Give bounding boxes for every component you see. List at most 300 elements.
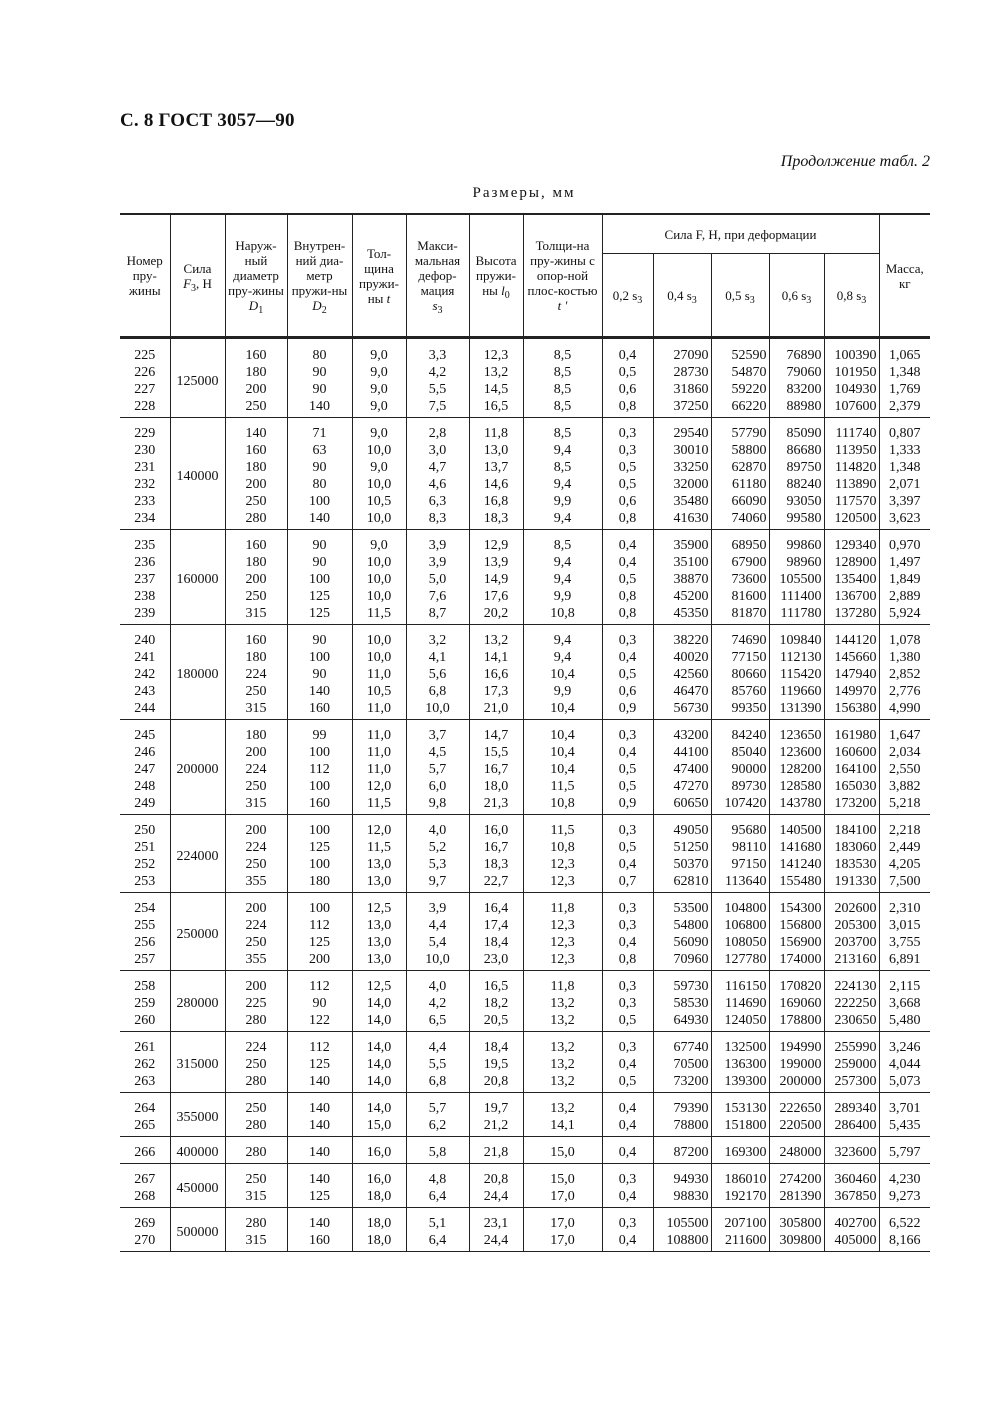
cell-number	[120, 1137, 170, 1164]
cell-value: 81600	[731, 589, 767, 604]
cell-value: 111780	[780, 606, 822, 621]
cell-value: 14,7	[483, 728, 509, 743]
cell-def-06	[769, 1093, 824, 1137]
cell-value: 0,5	[618, 460, 637, 475]
cell-value: 224130	[834, 979, 877, 994]
cell-value: 249	[134, 796, 156, 811]
cell-height	[469, 1208, 523, 1252]
cell-value: 120500	[834, 511, 877, 526]
cell-def-02	[602, 971, 653, 1032]
cell-value: 28730	[673, 365, 709, 380]
cell-value: 10,0	[366, 511, 392, 526]
col-header-number: Номер пру-жины	[120, 214, 170, 338]
cell-value: 73200	[673, 1074, 709, 1089]
cell-value: 30010	[673, 443, 709, 458]
cell-value: 125	[309, 840, 330, 855]
cell-force: 500000	[170, 1208, 225, 1252]
cell-value: 90	[312, 365, 327, 380]
cell-value: 250	[245, 1057, 267, 1072]
cell-def-08	[824, 815, 879, 893]
cell-number	[120, 971, 170, 1032]
cell-outer-diameter	[225, 338, 287, 418]
cell-value: 0,3	[618, 426, 637, 441]
cell-value: 149970	[834, 684, 877, 699]
cell-value: 267	[134, 1172, 156, 1187]
cell-value: 22,7	[483, 874, 509, 889]
cell-def-08	[824, 530, 879, 625]
cell-value: 224	[245, 667, 267, 682]
cell-value: 14,0	[366, 1013, 392, 1028]
cell-value: 9,9	[553, 494, 572, 509]
cell-def-06	[769, 1164, 824, 1208]
cell-mass	[879, 893, 930, 971]
cell-value: 315	[245, 796, 267, 811]
cell-value: 192170	[724, 1189, 767, 1204]
cell-value: 9,0	[370, 348, 388, 363]
cell-value: 160600	[834, 745, 877, 760]
cell-value: 260	[134, 1013, 156, 1028]
cell-value: 145660	[834, 650, 877, 665]
cell-value: 170820	[779, 979, 822, 994]
cell-value: 1,065	[889, 348, 921, 363]
cell-value: 12,9	[483, 538, 509, 553]
cell-value: 200000	[779, 1074, 822, 1089]
cell-value: 5,073	[889, 1074, 921, 1089]
cell-value: 114820	[835, 460, 877, 475]
cell-value: 3,0	[428, 443, 447, 458]
cell-def-08	[824, 1137, 879, 1164]
cell-value: 32000	[673, 477, 709, 492]
cell-value: 98110	[732, 840, 767, 855]
cell-value: 13,0	[366, 935, 392, 950]
cell-value: 54870	[731, 365, 767, 380]
cell-support-thickness	[523, 418, 602, 530]
cell-value: 160	[309, 701, 330, 716]
cell-value: 59730	[673, 979, 709, 994]
cell-value: 78800	[673, 1118, 709, 1133]
cell-value: 225	[134, 348, 156, 363]
cell-thickness	[352, 893, 406, 971]
cell-value: 107600	[834, 399, 877, 414]
cell-value: 5,6	[428, 667, 447, 682]
cell-value: 255	[134, 918, 156, 933]
cell-value: 80	[312, 477, 327, 492]
cell-value: 230650	[834, 1013, 877, 1028]
cell-value: 264	[134, 1101, 156, 1116]
cell-value: 17,0	[550, 1216, 575, 1231]
cell-max-deformation	[406, 625, 469, 720]
table-row-group	[120, 338, 930, 418]
cell-value: 13,9	[483, 555, 509, 570]
cell-value: 85040	[731, 745, 767, 760]
cell-def-04	[653, 418, 711, 530]
table-row-group	[120, 625, 930, 720]
cell-value: 402700	[834, 1216, 877, 1231]
cell-value: 0,5	[618, 572, 637, 587]
cell-value: 4,205	[889, 857, 921, 872]
cell-value: 100	[309, 494, 330, 509]
cell-value: 19,7	[483, 1101, 509, 1116]
cell-max-deformation	[406, 1137, 469, 1164]
cell-value: 12,5	[366, 979, 392, 994]
cell-value: 226	[134, 365, 156, 380]
cell-value: 259	[134, 996, 156, 1011]
cell-value: 4,1	[428, 650, 447, 665]
cell-value: 183530	[834, 857, 877, 872]
cell-value: 4,4	[428, 918, 447, 933]
cell-value: 64930	[673, 1013, 709, 1028]
cell-value: 174000	[779, 952, 822, 967]
cell-def-06	[769, 625, 824, 720]
cell-value: 11,5	[550, 779, 575, 794]
col-header-support-thickness: Толщи-на пру-жины с опор-ной плос-костью t ′	[523, 214, 602, 338]
cell-value: 44100	[673, 745, 709, 760]
cell-outer-diameter	[225, 530, 287, 625]
cell-value: 13,2	[550, 996, 575, 1011]
cell-value: 3,3	[428, 348, 447, 363]
cell-value: 113890	[835, 477, 877, 492]
cell-value: 200	[245, 823, 267, 838]
cell-def-08	[824, 418, 879, 530]
cell-value: 280	[245, 1074, 267, 1089]
cell-height	[469, 418, 523, 530]
cell-value: 70960	[673, 952, 709, 967]
cell-value: 113950	[835, 443, 877, 458]
cell-value: 169300	[724, 1145, 767, 1160]
cell-value: 263	[134, 1074, 156, 1089]
cell-value: 14,0	[366, 1101, 392, 1116]
cell-value: 224	[245, 840, 267, 855]
cell-value: 261	[134, 1040, 156, 1055]
cell-value: 16,5	[483, 399, 509, 414]
cell-value: 15,5	[483, 745, 509, 760]
cell-value: 0,5	[618, 477, 637, 492]
cell-def-04	[653, 1032, 711, 1093]
cell-inner-diameter	[287, 893, 352, 971]
cell-value: 33250	[673, 460, 709, 475]
cell-def-02	[602, 1208, 653, 1252]
col-header-def-05: 0,5 $s_3$	[711, 254, 769, 338]
cell-value: 137280	[834, 606, 877, 621]
cell-value: 4,0	[428, 979, 447, 994]
cell-value: 17,6	[483, 589, 509, 604]
cell-value: 5,2	[428, 840, 447, 855]
cell-value: 46470	[673, 684, 709, 699]
cell-value: 247	[134, 762, 156, 777]
cell-value: 6,891	[889, 952, 921, 967]
cell-value: 3,9	[428, 555, 447, 570]
cell-value: 222250	[834, 996, 877, 1011]
table-row-group	[120, 1208, 930, 1252]
cell-thickness	[352, 815, 406, 893]
cell-value: 47270	[673, 779, 709, 794]
cell-value: 200	[245, 477, 267, 492]
cell-value: 5,5	[428, 1057, 447, 1072]
cell-value: 248000	[779, 1145, 822, 1160]
cell-mass	[879, 1032, 930, 1093]
cell-value: 12,0	[366, 779, 392, 794]
cell-value: 14,0	[366, 996, 392, 1011]
cell-value: 180	[245, 365, 267, 380]
cell-value: 10,0	[366, 589, 392, 604]
cell-value: 0,4	[618, 1189, 637, 1204]
cell-max-deformation	[406, 530, 469, 625]
cell-value: 7,500	[889, 874, 921, 889]
cell-value: 5,797	[889, 1145, 921, 1160]
cell-value: 100	[309, 857, 330, 872]
cell-value: 52590	[731, 348, 767, 363]
cell-value: 10,0	[366, 650, 392, 665]
cell-value: 18,3	[483, 857, 509, 872]
cell-def-06	[769, 418, 824, 530]
cell-value: 16,5	[483, 979, 509, 994]
cell-value: 12,3	[550, 918, 575, 933]
cell-value: 160	[309, 796, 330, 811]
cell-value: 90000	[731, 762, 767, 777]
cell-def-05	[711, 338, 769, 418]
cell-value: 67900	[731, 555, 767, 570]
col-header-mass: Масса, кг	[879, 214, 930, 338]
cell-value: 10,5	[366, 494, 392, 509]
cell-value: 6,2	[428, 1118, 447, 1133]
cell-value: 119660	[780, 684, 822, 699]
cell-value: 0,4	[618, 857, 637, 872]
cell-value: 10,0	[366, 633, 392, 648]
cell-value: 114690	[725, 996, 767, 1011]
cell-max-deformation	[406, 418, 469, 530]
cell-height	[469, 338, 523, 418]
cell-value: 16,6	[483, 667, 509, 682]
cell-value: 286400	[834, 1118, 877, 1133]
cell-value: 135400	[834, 572, 877, 587]
cell-support-thickness	[523, 1137, 602, 1164]
cell-value: 4,7	[428, 460, 447, 475]
cell-thickness	[352, 1137, 406, 1164]
cell-value: 3,397	[889, 494, 921, 509]
cell-value: 250	[245, 1172, 267, 1187]
cell-value: 8,5	[553, 365, 572, 380]
cell-value: 5,0	[428, 572, 447, 587]
cell-value: 18,4	[483, 935, 509, 950]
cell-def-05	[711, 971, 769, 1032]
cell-value: 112	[309, 762, 330, 777]
cell-value: 222650	[779, 1101, 822, 1116]
table-row-group	[120, 815, 930, 893]
cell-value: 45350	[673, 606, 709, 621]
cell-value: 246	[134, 745, 156, 760]
cell-value: 280	[245, 1118, 267, 1133]
cell-value: 5,7	[428, 762, 447, 777]
cell-value: 3,755	[889, 935, 921, 950]
cell-outer-diameter	[225, 1137, 287, 1164]
cell-height	[469, 1093, 523, 1137]
cell-value: 141680	[779, 840, 822, 855]
table-row-group	[120, 1164, 930, 1208]
cell-value: 127780	[724, 952, 767, 967]
cell-value: 0,807	[889, 426, 921, 441]
cell-def-06	[769, 1208, 824, 1252]
cell-value: 140	[309, 511, 330, 526]
cell-value: 309800	[779, 1233, 822, 1248]
cell-value: 16,4	[483, 901, 509, 916]
cell-value: 12,3	[550, 857, 575, 872]
cell-value: 186010	[724, 1172, 767, 1187]
cell-value: 62810	[673, 874, 709, 889]
cell-value: 268	[134, 1189, 156, 1204]
cell-value: 259000	[834, 1057, 877, 1072]
cell-value: 213160	[834, 952, 877, 967]
cell-value: 265	[134, 1118, 156, 1133]
table-row-group	[120, 720, 930, 815]
cell-value: 8,5	[553, 348, 572, 363]
cell-value: 6,5	[428, 1013, 447, 1028]
cell-value: 258	[134, 979, 156, 994]
table-row-group	[120, 1032, 930, 1093]
cell-value: 125	[309, 935, 330, 950]
cell-value: 4,0	[428, 823, 447, 838]
cell-value: 280	[245, 1145, 267, 1160]
cell-value: 100	[309, 650, 330, 665]
cell-value: 14,6	[483, 477, 509, 492]
cell-number	[120, 338, 170, 418]
cell-value: 0,3	[618, 443, 637, 458]
cell-mass	[879, 815, 930, 893]
cell-value: 184100	[834, 823, 877, 838]
cell-value: 2,776	[889, 684, 921, 699]
cell-value: 4,4	[428, 1040, 447, 1055]
cell-value: 2,218	[889, 823, 921, 838]
cell-value: 250	[245, 589, 267, 604]
cell-value: 90	[312, 996, 327, 1011]
cell-value: 9,0	[370, 382, 388, 397]
cell-value: 50370	[673, 857, 709, 872]
cell-thickness	[352, 625, 406, 720]
cell-value: 100	[309, 572, 330, 587]
cell-value: 0,5	[618, 1013, 637, 1028]
cell-value: 99860	[786, 538, 822, 553]
cell-value: 23,1	[483, 1216, 509, 1231]
cell-def-08	[824, 338, 879, 418]
cell-def-04	[653, 1208, 711, 1252]
cell-value: 9,273	[889, 1189, 921, 1204]
cell-value: 97150	[731, 857, 767, 872]
cell-value: 13,0	[483, 443, 509, 458]
cell-value: 125	[309, 606, 330, 621]
cell-value: 101950	[834, 365, 877, 380]
cell-value: 58800	[731, 443, 767, 458]
cell-value: 315	[245, 1233, 267, 1248]
cell-value: 11,8	[550, 979, 575, 994]
cell-value: 205300	[834, 918, 877, 933]
cell-value: 9,9	[553, 589, 572, 604]
cell-value: 84240	[731, 728, 767, 743]
cell-value: 68950	[731, 538, 767, 553]
cell-def-04	[653, 720, 711, 815]
cell-value: 88980	[786, 399, 822, 414]
cell-value: 13,2	[550, 1040, 575, 1055]
cell-outer-diameter	[225, 1164, 287, 1208]
cell-value: 10,0	[366, 443, 392, 458]
cell-value: 143780	[779, 796, 822, 811]
cell-value: 109840	[779, 633, 822, 648]
cell-value: 21,8	[483, 1145, 509, 1160]
cell-value: 8,5	[553, 538, 572, 553]
cell-value: 243	[134, 684, 156, 699]
cell-def-02	[602, 893, 653, 971]
cell-value: 79390	[673, 1101, 709, 1116]
col-header-def-06: 0,6 $s_3$	[769, 254, 824, 338]
cell-support-thickness	[523, 1093, 602, 1137]
cell-outer-diameter	[225, 1093, 287, 1137]
cell-number	[120, 530, 170, 625]
cell-value: 180	[245, 728, 267, 743]
cell-value: 90	[312, 633, 327, 648]
cell-value: 62870	[731, 460, 767, 475]
cell-value: 3,9	[428, 901, 447, 916]
cell-def-02	[602, 1032, 653, 1093]
cell-value: 10,4	[550, 701, 575, 716]
cell-value: 29540	[673, 426, 709, 441]
cell-value: 9,4	[553, 633, 572, 648]
cell-value: 4,044	[889, 1057, 921, 1072]
cell-value: 211600	[725, 1233, 767, 1248]
cell-value: 6,522	[889, 1216, 921, 1231]
cell-outer-diameter	[225, 971, 287, 1032]
cell-outer-diameter	[225, 815, 287, 893]
cell-value: 41630	[673, 511, 709, 526]
cell-def-08	[824, 1164, 879, 1208]
cell-value: 58530	[673, 996, 709, 1011]
cell-value: 15,0	[366, 1118, 392, 1133]
cell-value: 5,8	[428, 1145, 447, 1160]
cell-thickness	[352, 971, 406, 1032]
cell-value: 254	[134, 901, 156, 916]
cell-value: 248	[134, 779, 156, 794]
cell-value: 180	[245, 460, 267, 475]
cell-value: 14,0	[366, 1057, 392, 1072]
cell-value: 128200	[779, 762, 822, 777]
cell-def-08	[824, 1208, 879, 1252]
cell-value: 122	[309, 1013, 330, 1028]
col-header-def-08: 0,8 $s_3$	[824, 254, 879, 338]
cell-value: 12,3	[483, 348, 509, 363]
cell-value: 1,769	[889, 382, 921, 397]
cell-value: 112	[309, 1040, 330, 1055]
cell-value: 9,9	[553, 684, 572, 699]
cell-value: 10,4	[550, 762, 575, 777]
cell-height	[469, 625, 523, 720]
cell-value: 99	[312, 728, 327, 743]
cell-value: 9,0	[370, 538, 388, 553]
cell-value: 140	[309, 1118, 330, 1133]
cell-value: 281390	[779, 1189, 822, 1204]
cell-value: 0,8	[618, 399, 637, 414]
cell-value: 128900	[834, 555, 877, 570]
cell-force: 355000	[170, 1093, 225, 1137]
cell-max-deformation	[406, 1164, 469, 1208]
cell-value: 0,4	[618, 1057, 637, 1072]
cell-value: 0,3	[618, 996, 637, 1011]
cell-value: 66220	[731, 399, 767, 414]
cell-value: 20,8	[483, 1172, 509, 1187]
cell-value: 10,0	[366, 555, 392, 570]
cell-value: 280	[245, 511, 267, 526]
cell-value: 5,5	[428, 382, 447, 397]
cell-support-thickness	[523, 530, 602, 625]
cell-def-04	[653, 530, 711, 625]
cell-value: 6,8	[428, 684, 447, 699]
cell-value: 100390	[834, 348, 877, 363]
